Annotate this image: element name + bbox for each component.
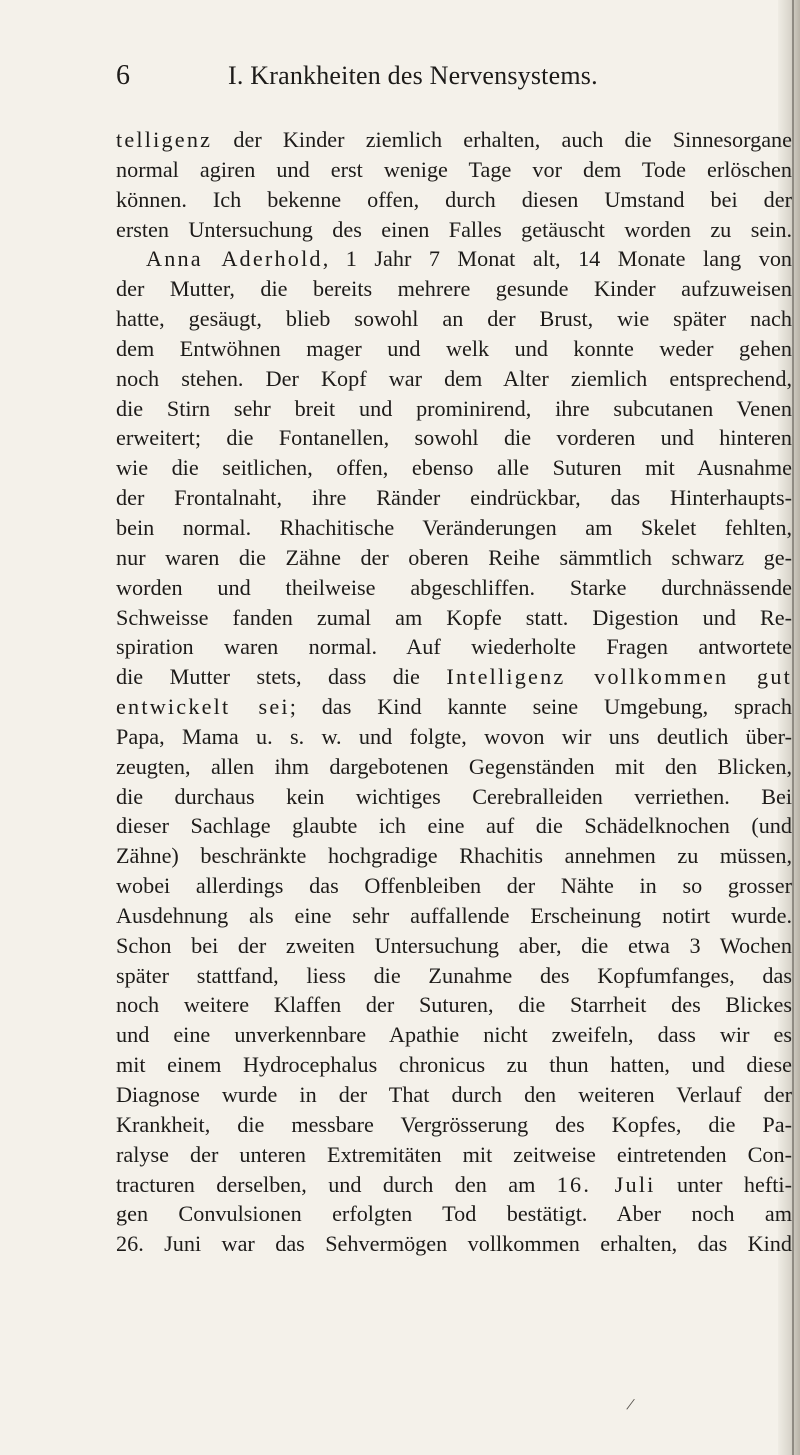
text-line [116, 215, 792, 245]
text-segment: gen Convulsionen erfolgten Tod bestätigt. Aber noch am [116, 1201, 792, 1227]
spaced-emphasis: Anna Aderhold [146, 246, 323, 272]
text-segment: noch weitere Klaffen der Suturen, die Starrheit des Blickes [116, 992, 792, 1018]
text-line [116, 185, 792, 215]
text-line [116, 1170, 792, 1200]
spaced-emphasis: telligenz [116, 127, 213, 152]
spaced-emphasis: Intelligenz vollkommen gut [446, 664, 792, 690]
page-header [116, 60, 756, 100]
text-line [116, 125, 792, 155]
text-line [116, 543, 792, 573]
text-segment: zeugten, allen ihm dargebotenen Gegenständen mit den Blicken, [116, 753, 792, 779]
text-line [116, 453, 792, 483]
running-head: I. Krankheiten des Nervensystems. [228, 61, 598, 90]
text-segment: die durchaus kein wichtiges Cerebralleiden verriethen. Bei [116, 783, 792, 809]
text-line [116, 304, 792, 334]
text-segment: hatte, gesäugt, blieb sowohl an der Brust, wie später nach [116, 306, 792, 332]
text-line [116, 692, 792, 722]
spaced-emphasis: entwickelt sei [116, 694, 290, 720]
text-segment: Schweisse fanden zumal am Kopfe statt. Digestion und Re- [116, 604, 792, 630]
text-line [116, 1080, 792, 1110]
text-line [116, 811, 792, 841]
text-segment: der Kinder ziemlich erhalten, auch die Sinnesorgane [212, 127, 792, 152]
text-segment: worden und theilweise abgeschliffen. Starke durchnässende [116, 574, 792, 600]
text-line [116, 782, 792, 812]
text-segment: die Mutter stets, dass die [116, 664, 447, 690]
text-line [116, 632, 792, 662]
text-segment: mit einem Hydrocephalus chronicus zu thun hatten, und diese [116, 1052, 792, 1078]
text-line [116, 483, 792, 513]
text-segment: Ausdehnung als eine sehr auffallende Erscheinung notirt wurde. [116, 902, 792, 928]
page-number: 6 [116, 60, 130, 91]
text-line [116, 364, 792, 394]
text-line [116, 394, 792, 424]
text-segment: wobei allerdings das Offenbleiben der Nähte in so grosser [116, 873, 792, 899]
text-segment: Zähne) beschränkte hochgradige Rhachitis annehmen zu müssen, [116, 843, 792, 869]
text-line [116, 901, 792, 931]
text-line [116, 1229, 792, 1259]
spaced-emphasis: 16. Juli [556, 1171, 656, 1197]
text-line [116, 423, 792, 453]
text-segment: normal agiren und erst wenige Tage vor dem Tode erlöschen [116, 156, 792, 182]
text-segment: , 1 Jahr 7 Monat alt, 14 Monate lang von [322, 246, 793, 272]
text-line [116, 1110, 792, 1140]
page-edge-line [792, 0, 794, 1455]
text-segment: ; das Kind kannte seine Umgebung, sprach [289, 694, 792, 720]
text-line [116, 513, 792, 543]
text-line [116, 1050, 792, 1080]
text-segment: ralyse der unteren Extremitäten mit zeitweise eintretenden Con- [116, 1141, 792, 1167]
text-line [116, 334, 792, 364]
text-line [116, 752, 792, 782]
body-text [116, 125, 792, 1259]
text-segment: nur waren die Zähne der oberen Reihe sämmtlich schwarz ge- [116, 544, 792, 570]
text-segment: unter hefti- [655, 1171, 792, 1197]
stray-mark: / [625, 1393, 637, 1415]
text-segment: tracturen derselben, und durch den am [116, 1171, 557, 1197]
text-line [116, 244, 792, 274]
text-segment: und eine unverkennbare Apathie nicht zweifeln, dass wir es [116, 1022, 792, 1048]
text-segment: 26. Juni war das Sehvermögen vollkommen erhalten, das Kind [116, 1231, 792, 1257]
text-segment: können. Ich bekenne offen, durch diesen Umstand bei der [116, 186, 792, 212]
text-line [116, 1140, 792, 1170]
text-segment: dem Entwöhnen mager und welk und konnte weder gehen [116, 335, 792, 361]
text-line [116, 961, 792, 991]
text-line [116, 841, 792, 871]
text-segment: Krankheit, die messbare Vergrösserung des Kopfes, die Pa- [116, 1111, 792, 1137]
text-line [116, 722, 792, 752]
text-segment: der Mutter, die bereits mehrere gesunde Kinder aufzuweisen [116, 276, 792, 302]
text-segment: dieser Sachlage glaubte ich eine auf die Schädelknochen (und [116, 813, 792, 839]
text-segment: Schon bei der zweiten Untersuchung aber, die etwa 3 Wochen [116, 932, 792, 958]
text-segment: die Stirn sehr breit und prominirend, ihre subcutanen Venen [116, 395, 792, 421]
text-line [116, 603, 792, 633]
text-line [116, 573, 792, 603]
text-segment: noch stehen. Der Kopf war dem Alter ziemlich entsprechend, [116, 365, 792, 391]
text-segment: erweitert; die Fontanellen, sowohl die vorderen und hinteren [116, 425, 792, 451]
text-segment: spiration waren normal. Auf wiederholte Fragen antwortete [116, 634, 792, 660]
text-segment: wie die seitlichen, offen, ebenso alle Suturen mit Ausnahme [116, 455, 792, 481]
text-line [116, 931, 792, 961]
text-line [116, 990, 792, 1020]
text-line [116, 1199, 792, 1229]
text-line [116, 871, 792, 901]
text-line [116, 1020, 792, 1050]
text-segment: später stattfand, liess die Zunahme des Kopfumfanges, das [116, 962, 792, 988]
text-segment: Papa, Mama u. s. w. und folgte, wovon wir uns deutlich über- [116, 723, 792, 749]
text-line [116, 662, 792, 692]
text-segment: Diagnose wurde in der That durch den weiteren Verlauf der [116, 1082, 792, 1107]
text-segment: bein normal. Rhachitische Veränderungen am Skelet fehlten, [116, 514, 792, 540]
text-segment: ersten Untersuchung des einen Falles getäuscht worden zu sein. [116, 216, 792, 242]
text-line [116, 274, 792, 304]
text-line [116, 155, 792, 185]
text-segment: der Frontalnaht, ihre Ränder eindrückbar, das Hinterhaupts- [116, 485, 792, 511]
